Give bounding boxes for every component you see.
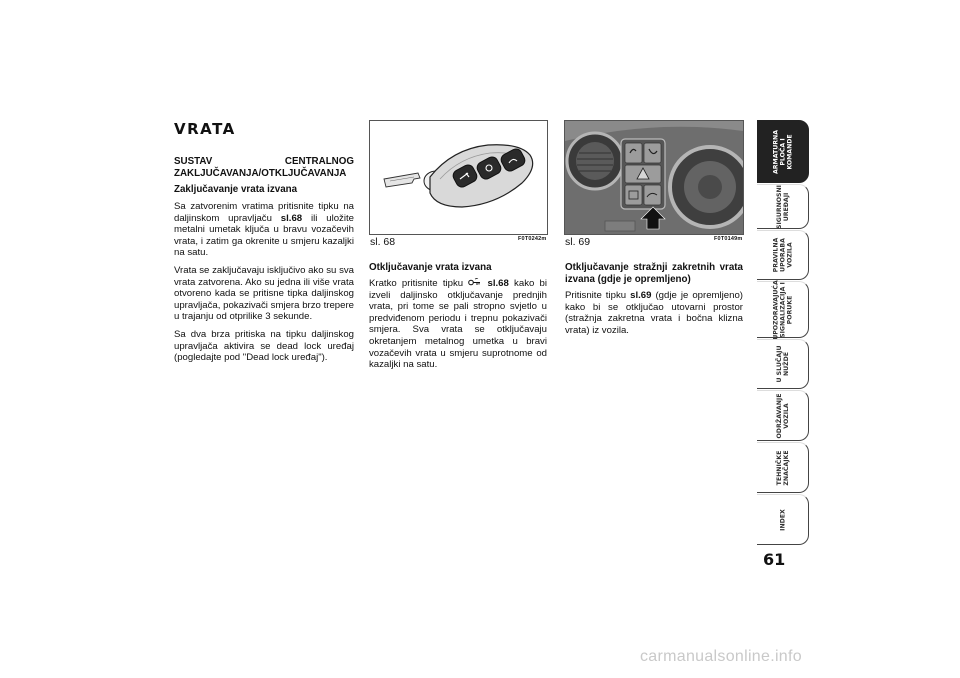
watermark: carmanualsonline.info [640, 648, 802, 665]
figure-ref: sl.68 [280, 212, 303, 224]
tab-armaturna-ploca[interactable]: ARMATURNA PLOČA I KOMANDE [757, 120, 809, 183]
dashboard-button-photo [565, 121, 743, 234]
figure-key-remote [369, 120, 548, 235]
key-unlock-icon [468, 278, 482, 287]
paragraph-locking-1: Sa zatvorenim vratima pritisnite tipku na daljinskom upravljaču sl.68 ili uložite metalni umetak ključa u bravu vozačevih vrata, i zatim ga okrenite u smjeru kazaljki na satu. [174, 201, 354, 259]
tab-sigurnosni-uredaji[interactable]: SIGURNOSNI UREĐAJI [757, 184, 809, 229]
figure-caption-69: sl. 69 [565, 236, 591, 248]
tab-pravilna-uporaba[interactable]: PRAVILNA UPORABA VOZILA [757, 230, 809, 280]
paragraph-unlocking: Kratko pritisnite tipku sl.68 kako bi izveli daljinsko otključavanje prednjih vrata, pri tome se pali stropno svjetlo u predviđenom periodu i trepnu pokazivači smjera. Sva vrata se otključavaju okretanjem metalnog umetka u bravi vozačevih vrata u smjeru suprotnome od kazaljki na satu. [369, 278, 547, 371]
subheading-rear-doors: Otključavanje stražnji zakretnih vrata izvana (gdje je opremljeno) [565, 262, 743, 285]
figure-ref: sl.68 [487, 278, 509, 289]
figure-code-69: F0T0149m [714, 236, 743, 242]
paragraph-locking-2: Vrata se zaključavaju isključivo ako su sva vrata zatvorena. Ako su jedna ili više vrata otvoreno kada se pritisne tipka daljinskog upravljača, pokazivači smjera brzo trepere u trajanju od otprilike 3 sekunde. [174, 264, 354, 323]
subheading-unlocking: Otključavanje vrata izvana [369, 262, 492, 273]
paragraph-rear-doors: Pritisnite tipku sl.69 (gdje je opremljeno) kako bi se otključao utovarni prostor (stražnja zakretna vrata i bočna klizna vrata) iz vozila. [565, 290, 743, 336]
figure-code-68: F0T0242m [518, 236, 547, 242]
heading-central-locking: SUSTAV CENTRALNOG ZAKLJUČAVANJA/OTKLJUČAVANJA [174, 156, 354, 179]
page-number: 61 [763, 550, 786, 569]
figure-ref: sl.69 [630, 290, 652, 301]
tab-u-slucaju-nuzde[interactable]: U SLUČAJU NUŽDE [757, 339, 809, 389]
column-1 [174, 156, 354, 370]
tab-index[interactable]: INDEX [757, 494, 809, 545]
column-2 [369, 262, 547, 377]
tab-odrzavanje-vozila[interactable]: ODRŽAVANJE VOZILA [757, 390, 809, 441]
subheading-locking: Zaključavanje vrata izvana [174, 184, 298, 195]
tab-upozoravajuca-signalizacija[interactable]: UPOZORAVAJUĆA SIGNALIZACIJA I PORUKE [757, 281, 809, 338]
car-key-remote-photo [370, 121, 547, 234]
column-3 [565, 262, 743, 342]
paragraph-locking-3: Sa dva brza pritiska na tipku daljinskog upravljača aktivira se dead lock uređaj (pogledajte pod "Dead lock uređaj"). [174, 328, 354, 364]
figure-caption-68: sl. 68 [370, 236, 396, 248]
tab-tehnicke-znacajke[interactable]: TEHNIČKE ZNAČAJKE [757, 442, 809, 493]
figure-dashboard-button [564, 120, 744, 235]
section-title: VRATA [174, 120, 236, 138]
